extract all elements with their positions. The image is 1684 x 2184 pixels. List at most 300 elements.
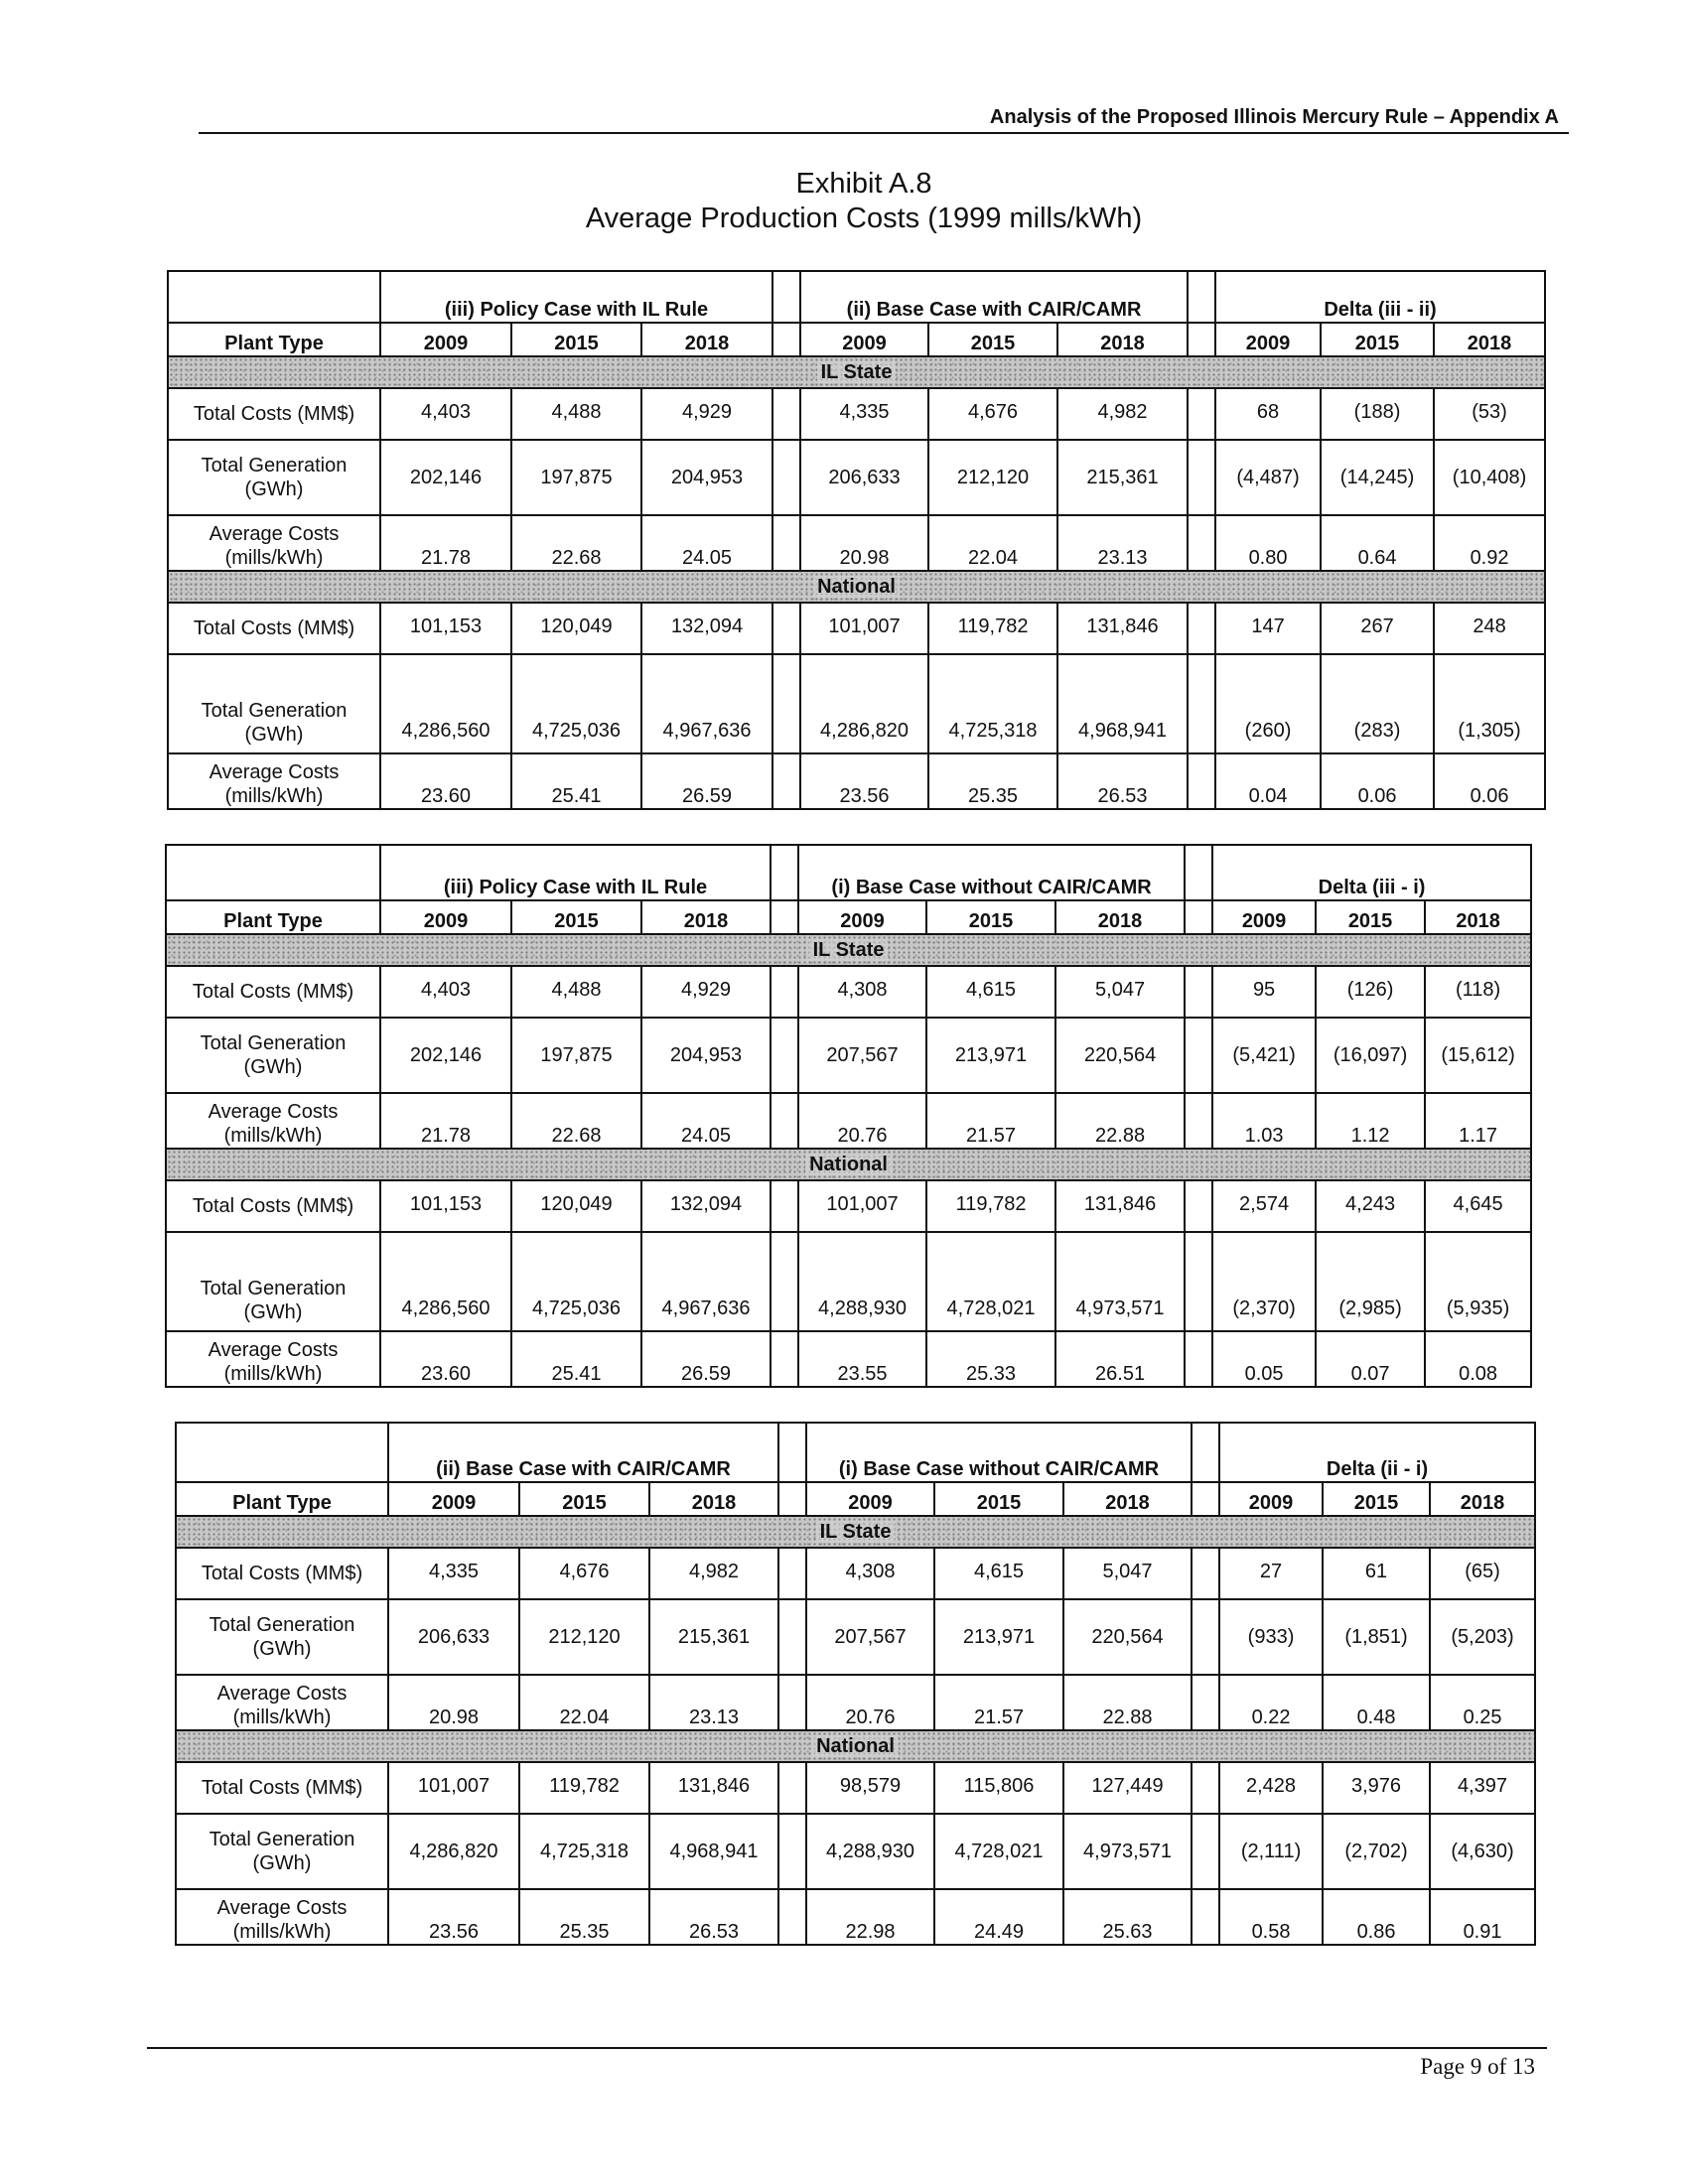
value-cell-a: 4,725,036: [511, 1232, 641, 1331]
value-cell-b: 5,047: [1055, 966, 1185, 1018]
value-cell-b: 21.57: [934, 1675, 1063, 1730]
year-header-b: 2015: [926, 900, 1055, 934]
spacer-cell: [1185, 1093, 1212, 1149]
value-cell-a: 25.41: [511, 1331, 641, 1387]
row-label: Average Costs (mills/kWh): [166, 1093, 380, 1149]
value-cell-d: (2,985): [1316, 1232, 1425, 1331]
plant-type-header: Plant Type: [166, 900, 380, 934]
spacer-cell: [771, 1232, 798, 1331]
data-row-total: [168, 388, 1545, 440]
value-cell-d: 0.05: [1212, 1331, 1316, 1387]
value-cell-d: (4,487): [1215, 440, 1321, 515]
group-header-a: (iii) Policy Case with IL Rule: [380, 271, 772, 323]
value-cell-a: 101,153: [380, 603, 511, 654]
spacer-cell: [772, 515, 800, 571]
value-cell-a: 206,633: [388, 1599, 519, 1675]
value-cell-d: 0.22: [1219, 1675, 1323, 1730]
spacer-cell: [772, 654, 800, 753]
spacer-cell: [1192, 1482, 1219, 1516]
data-row-total: [168, 603, 1545, 654]
spacer-cell: [772, 388, 800, 440]
row-label: Total Generation (GWh): [176, 1599, 388, 1675]
value-cell-b: 4,286,820: [800, 654, 928, 753]
value-cell-d: 248: [1434, 603, 1545, 654]
row-label: Total Generation (GWh): [168, 440, 380, 515]
value-cell-a: 23.13: [649, 1675, 778, 1730]
value-cell-d: 4,243: [1316, 1180, 1425, 1232]
value-cell-d: 1.12: [1316, 1093, 1425, 1149]
value-cell-b: 20.76: [806, 1675, 934, 1730]
value-cell-a: 4,403: [380, 388, 511, 440]
group-header-delta: Delta (ii - i): [1219, 1423, 1535, 1482]
year-header-a: 2018: [641, 900, 771, 934]
blank-header-cell: [168, 271, 380, 323]
data-row-gen: [166, 1232, 1531, 1331]
value-cell-d: 4,645: [1425, 1180, 1531, 1232]
value-cell-d: (14,245): [1321, 440, 1434, 515]
value-cell-d: 0.06: [1434, 753, 1545, 809]
spacer-cell: [772, 271, 800, 323]
spacer-cell: [771, 1180, 798, 1232]
value-cell-d: (4,630): [1430, 1814, 1535, 1889]
running-header: [199, 106, 1569, 134]
spacer-cell: [1188, 388, 1215, 440]
value-cell-d: 0.64: [1321, 515, 1434, 571]
year-header-row: [168, 323, 1545, 356]
value-cell-b: 215,361: [1057, 440, 1188, 515]
value-cell-a: 4,725,318: [519, 1814, 649, 1889]
row-label: Average Costs (mills/kWh): [168, 753, 380, 809]
value-cell-a: 132,094: [641, 1180, 771, 1232]
year-header-row: [176, 1482, 1535, 1516]
value-cell-a: 22.68: [511, 1093, 641, 1149]
value-cell-d: 0.48: [1323, 1675, 1430, 1730]
value-cell-a: 101,153: [380, 1180, 511, 1232]
value-cell-d: (1,305): [1434, 654, 1545, 753]
value-cell-a: 4,725,036: [511, 654, 641, 753]
value-cell-b: 5,047: [1063, 1548, 1192, 1599]
row-label: Total Costs (MM$): [176, 1548, 388, 1599]
year-header-b: 2009: [806, 1482, 934, 1516]
data-row-total: [176, 1762, 1535, 1814]
value-cell-a: 4,286,820: [388, 1814, 519, 1889]
value-cell-a: 4,968,941: [649, 1814, 778, 1889]
value-cell-a: 202,146: [380, 440, 511, 515]
value-cell-b: 115,806: [934, 1762, 1063, 1814]
value-cell-a: 24.05: [641, 515, 772, 571]
value-cell-b: 101,007: [798, 1180, 926, 1232]
spacer-cell: [778, 1814, 806, 1889]
value-cell-d: (16,097): [1316, 1018, 1425, 1093]
spacer-cell: [1192, 1599, 1219, 1675]
value-cell-a: 120,049: [511, 1180, 641, 1232]
row-label: Total Costs (MM$): [166, 966, 380, 1018]
value-cell-b: 4,728,021: [926, 1232, 1055, 1331]
spacer-cell: [771, 900, 798, 934]
value-cell-a: 4,286,560: [380, 1232, 511, 1331]
value-cell-a: 24.05: [641, 1093, 771, 1149]
plant-type-header: Plant Type: [168, 323, 380, 356]
value-cell-a: 26.59: [641, 1331, 771, 1387]
spacer-cell: [778, 1762, 806, 1814]
page-number: Page 9 of 13: [1420, 2054, 1535, 2079]
value-cell-a: 202,146: [380, 1018, 511, 1093]
section-label: National: [813, 576, 900, 598]
spacer-cell: [1188, 515, 1215, 571]
data-row-avg: [166, 1331, 1531, 1387]
year-header-b: 2015: [928, 323, 1057, 356]
spacer-cell: [778, 1889, 806, 1945]
spacer-cell: [1188, 440, 1215, 515]
value-cell-b: 23.13: [1057, 515, 1188, 571]
value-cell-a: 4,982: [649, 1548, 778, 1599]
row-label: Total Generation (GWh): [168, 654, 380, 753]
value-cell-d: 0.08: [1425, 1331, 1531, 1387]
spacer-cell: [1188, 271, 1215, 323]
value-cell-a: 26.59: [641, 753, 772, 809]
value-cell-d: 1.03: [1212, 1093, 1316, 1149]
section-label: IL State: [817, 361, 897, 383]
value-cell-b: 20.98: [800, 515, 928, 571]
value-cell-d: (2,370): [1212, 1232, 1316, 1331]
blank-header-cell: [166, 845, 380, 900]
section-label: National: [812, 1735, 899, 1757]
value-cell-b: 4,288,930: [806, 1814, 934, 1889]
data-row-gen: [168, 440, 1545, 515]
value-cell-b: 4,728,021: [934, 1814, 1063, 1889]
group-header-delta: Delta (iii - ii): [1215, 271, 1545, 323]
value-cell-b: 4,615: [926, 966, 1055, 1018]
spacer-cell: [1185, 845, 1212, 900]
spacer-cell: [1185, 1180, 1212, 1232]
year-header-row: [166, 900, 1531, 934]
value-cell-a: 212,120: [519, 1599, 649, 1675]
group-header-row: [166, 845, 1531, 900]
year-header-a: 2015: [519, 1482, 649, 1516]
spacer-cell: [1188, 753, 1215, 809]
data-row-avg: [176, 1675, 1535, 1730]
value-cell-a: 204,953: [641, 440, 772, 515]
section-row: [166, 934, 1531, 966]
year-header-b: 2009: [800, 323, 928, 356]
value-cell-d: (2,702): [1323, 1814, 1430, 1889]
value-cell-b: 25.35: [928, 753, 1057, 809]
spacer-cell: [1185, 1232, 1212, 1331]
value-cell-a: 23.60: [380, 1331, 511, 1387]
section-label: IL State: [816, 1521, 896, 1543]
value-cell-b: 119,782: [926, 1180, 1055, 1232]
year-header-b: 2018: [1055, 900, 1185, 934]
value-cell-d: (118): [1425, 966, 1531, 1018]
value-cell-a: 4,929: [641, 388, 772, 440]
plant-type-header: Plant Type: [176, 1482, 388, 1516]
value-cell-d: 0.04: [1215, 753, 1321, 809]
value-cell-b: 131,846: [1057, 603, 1188, 654]
value-cell-d: (2,111): [1219, 1814, 1323, 1889]
value-cell-b: 20.76: [798, 1093, 926, 1149]
row-label: Total Costs (MM$): [176, 1762, 388, 1814]
value-cell-d: 0.06: [1321, 753, 1434, 809]
value-cell-b: 220,564: [1063, 1599, 1192, 1675]
spacer-cell: [771, 966, 798, 1018]
value-cell-d: 4,397: [1430, 1762, 1535, 1814]
value-cell-b: 207,567: [798, 1018, 926, 1093]
value-cell-a: 4,335: [388, 1548, 519, 1599]
data-row-total: [166, 966, 1531, 1018]
value-cell-b: 4,288,930: [798, 1232, 926, 1331]
value-cell-b: 26.53: [1057, 753, 1188, 809]
value-cell-b: 21.57: [926, 1093, 1055, 1149]
value-cell-d: (5,203): [1430, 1599, 1535, 1675]
section-band: [176, 1516, 1535, 1548]
year-header-d: 2015: [1321, 323, 1434, 356]
value-cell-b: 25.33: [926, 1331, 1055, 1387]
value-cell-a: 21.78: [380, 515, 511, 571]
spacer-cell: [1185, 966, 1212, 1018]
spacer-cell: [772, 603, 800, 654]
section-band: [166, 934, 1531, 966]
exhibit-table-2: [165, 844, 1532, 1388]
spacer-cell: [771, 1093, 798, 1149]
data-row-avg: [166, 1093, 1531, 1149]
value-cell-d: 2,574: [1212, 1180, 1316, 1232]
section-band: [176, 1730, 1535, 1762]
year-header-a: 2009: [380, 323, 511, 356]
year-header-d: 2018: [1425, 900, 1531, 934]
value-cell-b: 131,846: [1055, 1180, 1185, 1232]
value-cell-b: 22.88: [1055, 1093, 1185, 1149]
year-header-d: 2018: [1430, 1482, 1535, 1516]
header-text: Analysis of the Proposed Illinois Mercury Rule – Appendix A: [989, 106, 1559, 128]
value-cell-b: 22.98: [806, 1889, 934, 1945]
data-row-gen: [176, 1599, 1535, 1675]
group-header-a: (iii) Policy Case with IL Rule: [380, 845, 771, 900]
year-header-b: 2018: [1063, 1482, 1192, 1516]
year-header-d: 2018: [1434, 323, 1545, 356]
value-cell-b: 4,335: [800, 388, 928, 440]
group-header-row: [176, 1423, 1535, 1482]
exhibit-table-3: [175, 1422, 1536, 1946]
value-cell-a: 215,361: [649, 1599, 778, 1675]
row-label: Average Costs (mills/kWh): [168, 515, 380, 571]
value-cell-b: 4,308: [806, 1548, 934, 1599]
value-cell-b: 98,579: [806, 1762, 934, 1814]
spacer-cell: [772, 323, 800, 356]
value-cell-d: 0.07: [1316, 1331, 1425, 1387]
group-header-delta: Delta (iii - i): [1212, 845, 1531, 900]
section-row: [168, 356, 1545, 388]
year-header-a: 2015: [511, 900, 641, 934]
value-cell-a: 26.53: [649, 1889, 778, 1945]
value-cell-a: 204,953: [641, 1018, 771, 1093]
spacer-cell: [1188, 603, 1215, 654]
value-cell-b: 22.88: [1063, 1675, 1192, 1730]
value-cell-b: 24.49: [934, 1889, 1063, 1945]
value-cell-b: 23.55: [798, 1331, 926, 1387]
value-cell-d: (283): [1321, 654, 1434, 753]
year-header-d: 2009: [1219, 1482, 1323, 1516]
value-cell-b: 4,973,571: [1055, 1232, 1185, 1331]
value-cell-a: 25.35: [519, 1889, 649, 1945]
value-cell-a: 20.98: [388, 1675, 519, 1730]
section-label: IL State: [809, 939, 889, 961]
year-header-b: 2009: [798, 900, 926, 934]
data-row-gen: [168, 654, 1545, 753]
group-header-b: (i) Base Case without CAIR/CAMR: [806, 1423, 1192, 1482]
spacer-cell: [1192, 1423, 1219, 1482]
spacer-cell: [1185, 900, 1212, 934]
value-cell-b: 101,007: [800, 603, 928, 654]
value-cell-d: 0.80: [1215, 515, 1321, 571]
value-cell-d: (1,851): [1323, 1599, 1430, 1675]
value-cell-d: (126): [1316, 966, 1425, 1018]
value-cell-a: 120,049: [511, 603, 641, 654]
year-header-a: 2018: [641, 323, 772, 356]
spacer-cell: [1192, 1675, 1219, 1730]
value-cell-b: 26.51: [1055, 1331, 1185, 1387]
value-cell-b: 4,725,318: [928, 654, 1057, 753]
data-row-total: [166, 1180, 1531, 1232]
value-cell-d: (15,612): [1425, 1018, 1531, 1093]
value-cell-d: (933): [1219, 1599, 1323, 1675]
row-label: Total Generation (GWh): [166, 1232, 380, 1331]
row-label: Average Costs (mills/kWh): [176, 1675, 388, 1730]
section-row: [176, 1516, 1535, 1548]
value-cell-d: 3,976: [1323, 1762, 1430, 1814]
exhibit-title: [0, 167, 1684, 237]
value-cell-d: 68: [1215, 388, 1321, 440]
value-cell-d: 0.92: [1434, 515, 1545, 571]
group-header-a: (ii) Base Case with CAIR/CAMR: [388, 1423, 778, 1482]
value-cell-a: 4,676: [519, 1548, 649, 1599]
value-cell-a: 21.78: [380, 1093, 511, 1149]
spacer-cell: [778, 1423, 806, 1482]
year-header-a: 2018: [649, 1482, 778, 1516]
data-row-avg: [168, 515, 1545, 571]
spacer-cell: [1192, 1889, 1219, 1945]
section-row: [168, 571, 1545, 603]
value-cell-d: 1.17: [1425, 1093, 1531, 1149]
value-cell-d: 147: [1215, 603, 1321, 654]
section-row: [176, 1730, 1535, 1762]
value-cell-b: 4,308: [798, 966, 926, 1018]
value-cell-d: (260): [1215, 654, 1321, 753]
value-cell-a: 4,967,636: [641, 1232, 771, 1331]
row-label: Total Generation (GWh): [166, 1018, 380, 1093]
data-row-total: [176, 1548, 1535, 1599]
spacer-cell: [778, 1675, 806, 1730]
value-cell-b: 4,676: [928, 388, 1057, 440]
value-cell-d: 95: [1212, 966, 1316, 1018]
value-cell-b: 4,615: [934, 1548, 1063, 1599]
value-cell-d: (53): [1434, 388, 1545, 440]
row-label: Total Generation (GWh): [176, 1814, 388, 1889]
value-cell-a: 197,875: [511, 1018, 641, 1093]
value-cell-a: 4,403: [380, 966, 511, 1018]
value-cell-d: (65): [1430, 1548, 1535, 1599]
value-cell-b: 213,971: [926, 1018, 1055, 1093]
value-cell-b: 119,782: [928, 603, 1057, 654]
value-cell-b: 4,982: [1057, 388, 1188, 440]
spacer-cell: [771, 1018, 798, 1093]
value-cell-a: 4,967,636: [641, 654, 772, 753]
value-cell-d: (5,935): [1425, 1232, 1531, 1331]
spacer-cell: [778, 1599, 806, 1675]
value-cell-a: 23.56: [388, 1889, 519, 1945]
value-cell-a: 131,846: [649, 1762, 778, 1814]
row-label: Average Costs (mills/kWh): [166, 1331, 380, 1387]
value-cell-d: 2,428: [1219, 1762, 1323, 1814]
value-cell-d: 27: [1219, 1548, 1323, 1599]
data-row-gen: [176, 1814, 1535, 1889]
data-row-avg: [168, 753, 1545, 809]
spacer-cell: [1188, 323, 1215, 356]
group-header-row: [168, 271, 1545, 323]
footer-rule: [147, 2047, 1547, 2049]
row-label: Total Costs (MM$): [168, 603, 380, 654]
value-cell-d: (5,421): [1212, 1018, 1316, 1093]
value-cell-b: 4,968,941: [1057, 654, 1188, 753]
spacer-cell: [772, 440, 800, 515]
section-band: [166, 1149, 1531, 1180]
spacer-cell: [771, 1331, 798, 1387]
value-cell-d: 267: [1321, 603, 1434, 654]
value-cell-b: 23.56: [800, 753, 928, 809]
value-cell-b: 25.63: [1063, 1889, 1192, 1945]
group-header-b: (i) Base Case without CAIR/CAMR: [798, 845, 1185, 900]
value-cell-b: 4,973,571: [1063, 1814, 1192, 1889]
spacer-cell: [1185, 1018, 1212, 1093]
value-cell-b: 213,971: [934, 1599, 1063, 1675]
value-cell-a: 22.68: [511, 515, 641, 571]
value-cell-a: 4,929: [641, 966, 771, 1018]
value-cell-a: 197,875: [511, 440, 641, 515]
value-cell-d: 61: [1323, 1548, 1430, 1599]
spacer-cell: [778, 1548, 806, 1599]
section-label: National: [805, 1154, 892, 1175]
year-header-a: 2009: [388, 1482, 519, 1516]
year-header-d: 2015: [1316, 900, 1425, 934]
value-cell-a: 4,286,560: [380, 654, 511, 753]
section-row: [166, 1149, 1531, 1180]
data-row-gen: [166, 1018, 1531, 1093]
value-cell-d: 0.58: [1219, 1889, 1323, 1945]
value-cell-b: 22.04: [928, 515, 1057, 571]
value-cell-d: 0.25: [1430, 1675, 1535, 1730]
exhibit-title-line1: Exhibit A.8: [795, 168, 932, 200]
exhibit-table-1: [167, 270, 1546, 810]
blank-header-cell: [176, 1423, 388, 1482]
value-cell-a: 22.04: [519, 1675, 649, 1730]
group-header-b: (ii) Base Case with CAIR/CAMR: [800, 271, 1188, 323]
value-cell-a: 101,007: [388, 1762, 519, 1814]
row-label: Total Costs (MM$): [168, 388, 380, 440]
value-cell-b: 207,567: [806, 1599, 934, 1675]
year-header-b: 2015: [934, 1482, 1063, 1516]
section-band: [168, 356, 1545, 388]
spacer-cell: [1192, 1762, 1219, 1814]
value-cell-a: 132,094: [641, 603, 772, 654]
year-header-a: 2015: [511, 323, 641, 356]
year-header-d: 2009: [1215, 323, 1321, 356]
value-cell-a: 119,782: [519, 1762, 649, 1814]
value-cell-d: 0.91: [1430, 1889, 1535, 1945]
year-header-d: 2009: [1212, 900, 1316, 934]
value-cell-b: 220,564: [1055, 1018, 1185, 1093]
spacer-cell: [1192, 1814, 1219, 1889]
value-cell-d: (10,408): [1434, 440, 1545, 515]
spacer-cell: [1192, 1548, 1219, 1599]
